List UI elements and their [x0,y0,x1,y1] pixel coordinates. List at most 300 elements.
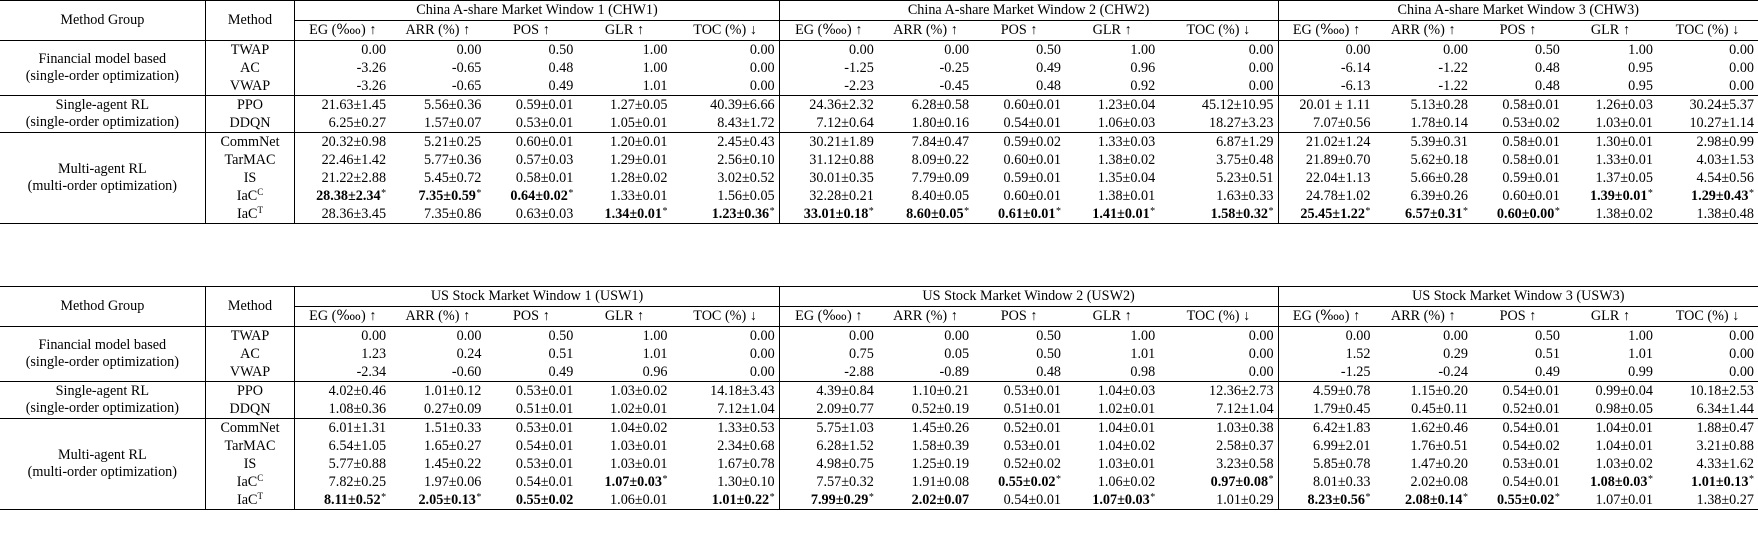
value-cell: 0.54±0.01 [1472,419,1564,438]
table-row [0,345,1758,363]
value-cell: 0.97±0.08* [1159,473,1278,491]
value-cell: 0.50 [1535,327,1560,344]
value-cell: 0.50 [1036,345,1062,362]
value-cell: 3.21±0.88 [1696,437,1754,454]
metric-header: TOC (%) ↓ [672,307,780,327]
value-cell: 1.30±0.01 [1564,133,1657,152]
value-cell: 1.79±0.45 [1313,400,1371,417]
value-cell: 1.08±0.36 [328,400,387,417]
window-header: US Stock Market Window 2 (USW2) [779,287,1278,307]
metric-header: POS ↑ [973,21,1065,41]
value-cell: 1.06±0.03 [1097,114,1156,131]
value-cell: 6.28±1.52 [816,437,874,454]
column-header-method: Method [205,1,295,41]
value-cell: 6.25±0.27 [328,114,387,131]
value-cell: 1.33±0.01 [610,187,668,204]
value-cell: 6.42±1.83 [1278,419,1374,438]
value-cell: 0.54±0.01 [1003,114,1061,131]
value-cell: 6.87±1.29 [1159,133,1278,152]
window-header: China A-share Market Window 1 (CHW1) [295,1,779,21]
value-cell: 1.25±0.19 [911,455,970,472]
method-name: IaC$^T$ [205,205,295,224]
value-cell: -1.25 [844,59,874,76]
value-cell: 0.29 [1443,345,1468,362]
significance-marker: * [868,205,874,217]
value-cell: 0.58±0.01 [1472,96,1564,115]
value-cell: 0.00 [1159,59,1278,77]
value-cell: 1.00 [642,41,668,58]
method-name: CommNet [205,419,295,438]
metric-header: GLR ↑ [1564,21,1657,41]
value-cell: 0.00 [1159,363,1278,382]
value-cell: 0.00 [1159,345,1278,363]
value-cell: 1.00 [1628,41,1653,58]
value-cell: -3.26 [356,59,387,76]
metric-header: EG (‱) ↑ [1278,21,1374,41]
value-cell: 1.03±0.38 [1159,419,1278,438]
value-cell: 0.60±0.00* [1472,205,1564,224]
value-cell: 1.39±0.01* [1589,187,1653,204]
value-cell: 4.03±1.53 [1696,151,1754,168]
value-cell: 0.00 [848,327,874,344]
value-cell: 0.49 [548,363,574,380]
value-cell: 0.95 [1628,59,1653,76]
significance-marker: * [1150,491,1156,503]
metric-header: ARR (%) ↑ [878,21,973,41]
table-row [0,133,1758,152]
value-cell: 1.27±0.05 [577,96,671,115]
value-cell: 0.60±0.01 [973,96,1065,115]
metric-header: GLR ↑ [1065,21,1159,41]
value-cell: 2.58±0.37 [1159,437,1278,455]
value-cell: 7.79±0.09 [911,169,970,186]
value-cell: 22.46±1.42 [321,151,387,168]
value-cell: 2.02±0.08 [1410,473,1468,490]
significance-marker: * [769,205,775,217]
metric-header: ARR (%) ↑ [390,307,485,327]
value-cell: 0.51±0.01 [515,400,574,417]
value-cell: 5.77±0.36 [423,151,482,168]
significance-marker: * [1268,473,1274,485]
value-cell: 5.56±0.36 [390,96,485,115]
value-cell: 21.89±0.70 [1305,151,1371,168]
table-row [0,437,1758,455]
value-cell: 1.58±0.39 [911,437,970,454]
value-cell: 1.20±0.01 [577,133,671,152]
value-cell: 6.54±1.05 [328,437,387,454]
value-cell: 1.67±0.78 [672,455,780,473]
value-cell: 3.02±0.52 [672,169,780,187]
value-cell: 0.60±0.01 [485,133,577,152]
value-cell: 1.29±0.01 [610,151,668,168]
value-cell: 1.03±0.02 [1595,455,1653,472]
value-cell: 0.75 [848,345,874,362]
value-cell: 0.00 [672,77,780,96]
value-cell: 1.26±0.03 [1564,96,1657,115]
metric-header: TOC (%) ↓ [1657,21,1758,41]
value-cell: 1.23±0.36* [672,205,780,224]
value-cell: 1.23±0.04 [1065,96,1159,115]
value-cell: 0.58±0.01 [1472,133,1564,152]
table-row [0,41,1758,60]
value-cell: 1.10±0.21 [878,382,973,401]
value-cell: 1.06±0.01 [577,491,671,510]
value-cell: 0.57±0.03 [515,151,574,168]
value-cell: 0.00 [1729,59,1754,76]
value-cell: 8.60±0.05* [878,205,973,224]
value-cell: 0.05 [944,345,970,362]
value-cell: 1.23 [361,345,387,362]
significance-marker: * [1365,491,1371,503]
window-header: US Stock Market Window 3 (USW3) [1278,287,1758,307]
value-cell: 1.01 [1628,345,1653,362]
table-row [0,77,1758,96]
value-cell: 3.75±0.48 [1159,151,1278,169]
value-cell: 30.21±1.89 [779,133,878,152]
value-cell: 0.00 [672,41,780,60]
value-cell: 0.45±0.11 [1411,400,1468,417]
value-cell: 1.30±0.10 [672,473,780,491]
value-cell: 1.15±0.20 [1374,382,1472,401]
value-cell: 0.53±0.01 [485,419,577,438]
method-name: IS [205,169,295,187]
value-cell: 5.77±0.88 [328,455,387,472]
value-cell: 7.82±0.25 [328,473,387,490]
metric-header: GLR ↑ [577,21,671,41]
value-cell: 0.49 [1036,59,1061,76]
value-cell: 0.00 [1729,327,1754,344]
table-row [0,96,1758,115]
value-cell: 0.00 [944,41,970,58]
value-cell: 0.95 [1628,77,1653,94]
value-cell: -0.60 [451,363,482,380]
value-cell: 8.01±0.33 [1313,473,1371,490]
value-cell: 1.45±0.22 [423,455,482,472]
value-cell: 1.58±0.32* [1159,205,1278,224]
value-cell: 0.00 [1443,41,1468,58]
method-group-label: Multi-agent RL (multi-order optimization) [0,133,205,224]
value-cell: 21.63±1.45 [295,96,390,115]
value-cell: 1.02±0.01 [1097,400,1156,417]
method-name: VWAP [205,363,295,382]
value-cell: 1.38±0.02 [1564,205,1657,224]
value-cell: 0.54±0.01 [973,491,1065,510]
value-cell: 1.62±0.46 [1374,419,1472,438]
value-cell: 20.32±0.98 [295,133,390,152]
significance-marker: * [868,491,874,503]
metric-header: GLR ↑ [1564,307,1657,327]
value-cell: 1.02±0.01 [610,400,668,417]
value-cell: 7.99±0.29* [779,491,878,510]
significance-marker: * [1462,491,1468,503]
value-cell: 0.00 [1729,41,1754,58]
value-cell: -1.25 [1340,363,1371,380]
table-row [0,455,1758,473]
value-cell: 1.07±0.01 [1564,491,1657,510]
value-cell: 0.24 [456,345,482,362]
value-cell: 0.00 [1159,77,1278,96]
value-cell: 0.00 [1729,363,1754,380]
value-cell: 0.60±0.01 [1003,151,1061,168]
value-cell: 4.02±0.46 [295,382,390,401]
value-cell: 1.03±0.01 [1595,114,1653,131]
value-cell: 0.49 [1535,363,1560,380]
value-cell: 1.57±0.07 [423,114,482,131]
value-cell: 7.57±0.32 [816,473,874,490]
method-name: DDQN [205,114,295,133]
value-cell: 4.98±0.75 [816,455,874,472]
value-cell: -6.14 [1340,59,1371,76]
value-cell: 8.09±0.22 [911,151,970,168]
value-cell: 1.34±0.01* [577,205,671,224]
value-cell: 6.39±0.26 [1410,187,1468,204]
value-cell: 8.40±0.05 [911,187,970,204]
value-cell: 4.33±1.62 [1696,455,1754,472]
value-cell: 1.97±0.06 [423,473,482,490]
value-cell: 0.52±0.01 [973,419,1065,438]
value-cell: 0.48 [1036,363,1062,380]
value-cell: 0.00 [1345,41,1371,58]
value-cell: 2.08±0.14* [1374,491,1472,510]
value-cell: 0.53±0.01 [1003,437,1062,454]
value-cell: 3.23±0.58 [1159,455,1278,473]
value-cell: 6.99±2.01 [1313,437,1371,454]
value-cell: 1.03±0.02 [577,382,671,401]
value-cell: 2.09±0.77 [816,400,874,417]
value-cell: 1.04±0.02 [1097,437,1156,454]
value-cell: 0.50 [548,41,574,58]
table-row [0,59,1758,77]
value-cell: 2.05±0.13* [390,491,485,510]
column-header-method-group: Method Group [0,1,205,41]
value-cell: 0.50 [1535,41,1560,58]
significance-marker: * [381,491,387,503]
value-cell: 0.00 [944,327,970,344]
method-group-label: Multi-agent RL (multi-order optimization) [0,419,205,510]
value-cell: 18.27±3.23 [1159,114,1278,133]
value-cell: 1.08±0.03* [1590,473,1653,490]
value-cell: 0.00 [672,59,780,77]
metric-header: GLR ↑ [577,307,671,327]
value-cell: 1.06±0.02 [1097,473,1156,490]
table-row [0,491,1758,510]
value-cell: 28.38±2.34* [316,187,387,204]
value-cell: 10.18±2.53 [1657,382,1758,401]
value-cell: 1.37±0.05 [1595,169,1653,186]
table-row [0,363,1758,382]
value-cell: 5.75±1.03 [779,419,878,438]
metric-header: ARR (%) ↑ [390,21,485,41]
value-cell: 0.50 [1036,327,1062,344]
significance-marker: * [1554,491,1560,503]
significance-marker: * [662,473,668,485]
value-cell: 1.01±0.22* [672,491,780,510]
value-cell: 5.13±0.28 [1374,96,1472,115]
value-cell: 1.04±0.01 [1564,419,1657,438]
value-cell: 0.53±0.01 [515,455,574,472]
table-row [0,151,1758,169]
value-cell: -0.45 [939,77,970,94]
value-cell: 7.35±0.59* [418,187,482,204]
value-cell: 1.01 [1130,345,1156,362]
window-header: China A-share Market Window 2 (CHW2) [779,1,1278,21]
value-cell: 5.21±0.25 [390,133,485,152]
value-cell: 0.59±0.01 [485,96,577,115]
value-cell: -0.65 [451,77,482,94]
table-row [0,205,1758,224]
value-cell: 0.60±0.01 [1502,187,1560,204]
value-cell: 0.00 [1159,327,1278,346]
value-cell: 2.98±0.99 [1657,133,1758,152]
value-cell: 0.54±0.01 [515,437,574,454]
value-cell: 1.63±0.33 [1159,187,1278,205]
value-cell: -0.24 [1438,363,1468,380]
significance-marker: * [1056,205,1061,217]
value-cell: 1.51±0.33 [390,419,485,438]
value-cell: 1.33±0.53 [672,419,780,438]
method-name: TarMAC [205,151,295,169]
method-group-label: Financial model based (single-order optimization) [0,41,205,96]
metric-header: EG (‱) ↑ [779,21,878,41]
method-group-label: Single-agent RL (single-order optimization) [0,96,205,133]
significance-marker: * [1647,187,1653,199]
value-cell: 0.53±0.02 [1502,114,1560,131]
value-cell: 0.48 [1036,77,1061,94]
value-cell: 12.36±2.73 [1159,382,1278,401]
column-header-method-group: Method Group [0,287,205,327]
value-cell: 0.55±0.02* [1472,491,1564,510]
value-cell: 0.58±0.01 [1502,151,1560,168]
value-cell: 0.00 [456,327,482,344]
value-cell: 1.33±0.03 [1065,133,1159,152]
value-cell: 1.52 [1345,345,1371,362]
significance-marker: * [1554,205,1560,217]
metric-header: EG (‱) ↑ [295,307,390,327]
value-cell: 0.64±0.02* [510,187,574,204]
value-cell: 5.62±0.18 [1410,151,1468,168]
significance-marker: * [381,187,387,199]
value-cell: 24.36±2.32 [779,96,878,115]
value-cell: 1.03±0.01 [610,455,668,472]
value-cell: 1.76±0.51 [1410,437,1468,454]
value-cell: 1.04±0.01 [1065,419,1159,438]
significance-marker: * [662,205,668,217]
value-cell: 7.12±1.04 [672,400,780,419]
value-cell: 32.28±0.21 [809,187,874,204]
value-cell: 0.00 [672,345,780,363]
value-cell: 6.01±1.31 [295,419,390,438]
value-cell: 0.51±0.01 [1003,400,1062,417]
value-cell: 0.51 [548,345,574,362]
value-cell: 8.11±0.52* [295,491,390,510]
method-name: IaC$^C$ [205,473,295,491]
value-cell: 1.00 [1130,41,1156,58]
value-cell: 4.54±0.56 [1696,169,1754,186]
table-row [0,187,1758,205]
value-cell: 0.00 [672,327,780,346]
metric-header: TOC (%) ↓ [1159,21,1278,41]
table-row [0,114,1758,133]
metric-header: POS ↑ [485,307,577,327]
value-cell: 2.02±0.07 [878,491,973,510]
value-cell: 0.00 [361,41,387,58]
value-cell: 0.59±0.01 [1502,169,1560,186]
value-cell: 0.00 [456,41,482,58]
value-cell: 1.01 [642,77,668,94]
method-name: TWAP [205,327,295,346]
value-cell: 1.07±0.03* [604,473,668,490]
value-cell: 6.34±1.44 [1696,400,1754,417]
significance-marker: * [1462,205,1468,217]
metric-header: EG (‱) ↑ [779,307,878,327]
value-cell: 5.23±0.51 [1159,169,1278,187]
value-cell: 2.56±0.10 [672,151,780,169]
value-cell: 33.01±0.18* [779,205,878,224]
significance-marker: * [1365,205,1371,217]
value-cell: 30.01±0.35 [809,169,874,186]
significance-marker: * [476,187,482,199]
value-cell: 0.58±0.01 [515,169,574,186]
value-cell: 0.50 [548,327,574,344]
value-cell: 1.00 [642,59,668,76]
value-cell: 0.92 [1130,77,1156,94]
method-name: DDQN [205,400,295,419]
value-cell: -6.13 [1340,77,1371,94]
metric-header: TOC (%) ↓ [1159,307,1278,327]
metric-header: ARR (%) ↑ [1374,307,1472,327]
value-cell: 0.54±0.02 [1502,437,1560,454]
results-table-china [0,0,1758,224]
significance-marker: * [1056,473,1062,485]
table-row [0,327,1758,346]
value-cell: 10.27±1.14 [1689,114,1754,131]
value-cell: 0.54±0.01 [1502,473,1560,490]
significance-marker: * [1749,473,1754,485]
value-cell: 1.45±0.26 [878,419,973,438]
table-row [0,400,1758,419]
results-table-us [0,286,1758,510]
value-cell: 1.00 [1130,327,1156,344]
value-cell: 8.23±0.56* [1278,491,1374,510]
method-name: AC [205,59,295,77]
value-cell: -0.89 [939,363,970,380]
value-cell: 8.43±1.72 [672,114,780,133]
value-cell: -2.34 [356,363,387,380]
significance-marker: * [1749,187,1754,199]
value-cell: 0.96 [642,363,668,380]
value-cell: 0.53±0.01 [485,382,577,401]
value-cell: 21.02±1.24 [1278,133,1374,152]
value-cell: 7.07±0.56 [1312,114,1371,131]
method-name: VWAP [205,77,295,96]
value-cell: 0.52±0.02 [1003,455,1062,472]
value-cell: 40.39±6.66 [672,96,780,115]
value-cell: 4.59±0.78 [1278,382,1374,401]
value-cell: 1.00 [642,327,668,344]
value-cell: 1.03±0.01 [1097,455,1156,472]
value-cell: 0.00 [1729,345,1754,362]
metric-header: GLR ↑ [1065,307,1159,327]
value-cell: -1.22 [1438,77,1468,94]
metric-header: EG (‱) ↑ [295,21,390,41]
metric-header: ARR (%) ↑ [1374,21,1472,41]
column-header-method: Method [205,287,295,327]
metric-header: TOC (%) ↓ [672,21,780,41]
value-cell: 0.55±0.02* [998,473,1062,490]
metric-header: POS ↑ [1472,21,1564,41]
value-cell: 1.38±0.48 [1657,205,1758,224]
value-cell: 1.91±0.08 [911,473,970,490]
